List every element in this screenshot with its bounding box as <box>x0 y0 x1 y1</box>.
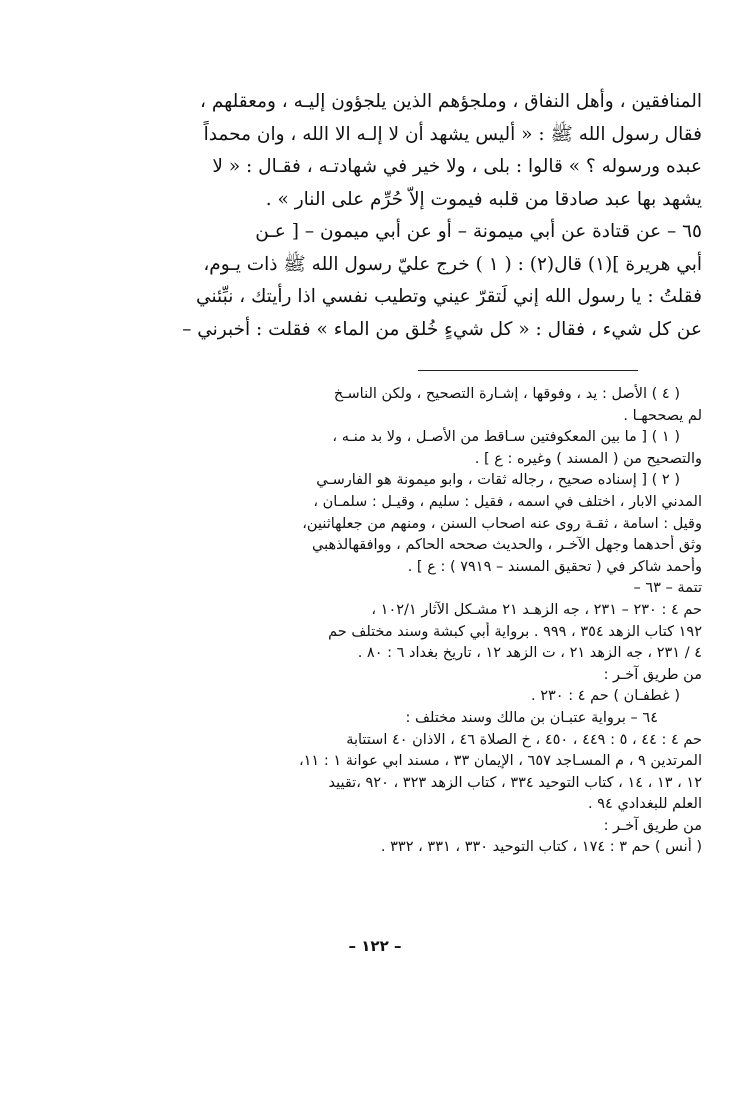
footnote-line: وثق أحدهما وجهل الآخـر ، والحديث صححه الحاكم ، ووافقهالذهبي <box>312 537 702 554</box>
footnote-line: ( ٤ ) الأصل : يد ، وفوقها ، إشـارة التصحيح ، ولكن الناسـخ <box>333 386 680 402</box>
reference-line: ٤ / ٢٣١ ، جه الزهد ٢١ ، ت الزهد ١٢ ، تاريخ بغداد ٦ : ٨٠ . <box>357 645 702 662</box>
main-text-line: عن كل شيء ، فقال : « كل شيءٍ خُلق من الماء » فقلت : أخبرني – <box>182 318 702 340</box>
footnote-line: ( ٢ ) [ إسناده صحيح ، رجاله ثقات ، وابو ميمونة هو الفارسـي <box>316 472 680 489</box>
footnote-line: المدني الابار ، اختلف في اسمه ، فقيل : سليم ، وقيـل : سلمـان ، <box>313 493 702 510</box>
hadith-65-start-line: ٦٥ – عن قتادة عن أبي ميمونة – أو عن أبي ميمون – [ عـن <box>255 221 702 242</box>
main-text-line: عبده ورسوله ؟ » قالوا : بلى ، ولا خير في شهادتـه ، فقـال : « لا <box>212 156 702 177</box>
supplement-heading: تتمة – ٦٣ – <box>633 580 702 597</box>
main-text-line: أبي هريرة ](١) قال(٢) : ( ١ ) خرج عليّ رسول الله ﷺ ذات يـوم، <box>203 253 702 275</box>
reference-subheading: من طريق آخـر : <box>603 666 702 683</box>
footnote-line: وأحمد شاكر في ( تحقيق المسند – ٧٩١٩ ) : ع ] . <box>407 558 702 575</box>
footnote-line: ( ١ ) [ ما بين المعكوفتين سـاقط من الأصـل ، ولا بد منـه ، <box>332 429 680 446</box>
reference-subheading: من طريق آخـر : <box>603 817 702 834</box>
footnote-line: وقيل : اسامة ، ثقـة روى عنه اصحاب السنن ، ومنهم من جعلهاثنين، <box>302 515 702 532</box>
reference-line: ( غطفـان ) حم ٤ : ٢٣٠ . <box>531 688 680 705</box>
reference-line: العلم للبغدادي ٩٤ . <box>588 796 702 813</box>
footnotes-block <box>62 384 702 859</box>
main-text-block <box>62 86 702 346</box>
page-number: – ١٢٢ – <box>348 937 402 955</box>
footnote-line: والتصحيح من ( المسند ) وغيره : ع ] . <box>474 450 702 467</box>
reference-line: حم ٤ : ٢٣٠ – ٢٣١ ، جه الزهـد ٢١ مشـكل الآثار ١٠٢/١ ، <box>371 601 702 618</box>
reference-line: حم ٤ : ٤٤ ، ٥ : ٤٤٩ ، ٤٥٠ ، خ الصلاة ٤٦ ، الاذان ٤٠ استتابة <box>346 731 702 748</box>
footnote-line: لم يصححهـا . <box>623 407 702 424</box>
footnote-separator-rule <box>418 370 638 371</box>
main-text-line: المنافقين ، وأهل النفاق ، وملجؤهم الذين يلجؤون إليـه ، ومعقلهم ، <box>199 91 702 112</box>
main-text-line: فقلتُ : يا رسول الله إني لَتقرّ عيني وتطيب نفسي اذا رأيتك ، نبِّئني <box>196 286 702 307</box>
reference-line: ( أنس ) حم ٣ : ١٧٤ ، كتاب التوحيد ٣٣٠ ، ٣٣١ ، ٣٣٢ . <box>380 839 702 856</box>
reference-line: ١٢ ، ١٣ ، ١٤ ، كتاب التوحيد ٣٣٤ ، كتاب الزهد ٣٢٣ ، ٩٢٠ ،تقييد <box>328 774 702 791</box>
reference-line: المرتدين ٩ ، م المسـاجد ٦٥٧ ، الإيمان ٣٣ ، مسند ابي عوانة ١ : ١١، <box>298 753 702 770</box>
main-text-line: فقال رسول الله ﷺ : « أليس يشهد أن لا إلـه الا الله ، وان محمداً <box>203 123 702 145</box>
reference-subheading: ٦٤ – برواية عتبـان بن مالك وسند مختلف : <box>405 709 658 726</box>
main-text-line: يشهد بها عبد صادقا من قلبه فيموت إلاّ حُرِّم على النار » . <box>265 188 702 210</box>
reference-line: ١٩٢ كتاب الزهد ٣٥٤ ، ٩٩٩ . برواية أبي كبشة وسند مختلف حم <box>328 623 702 640</box>
